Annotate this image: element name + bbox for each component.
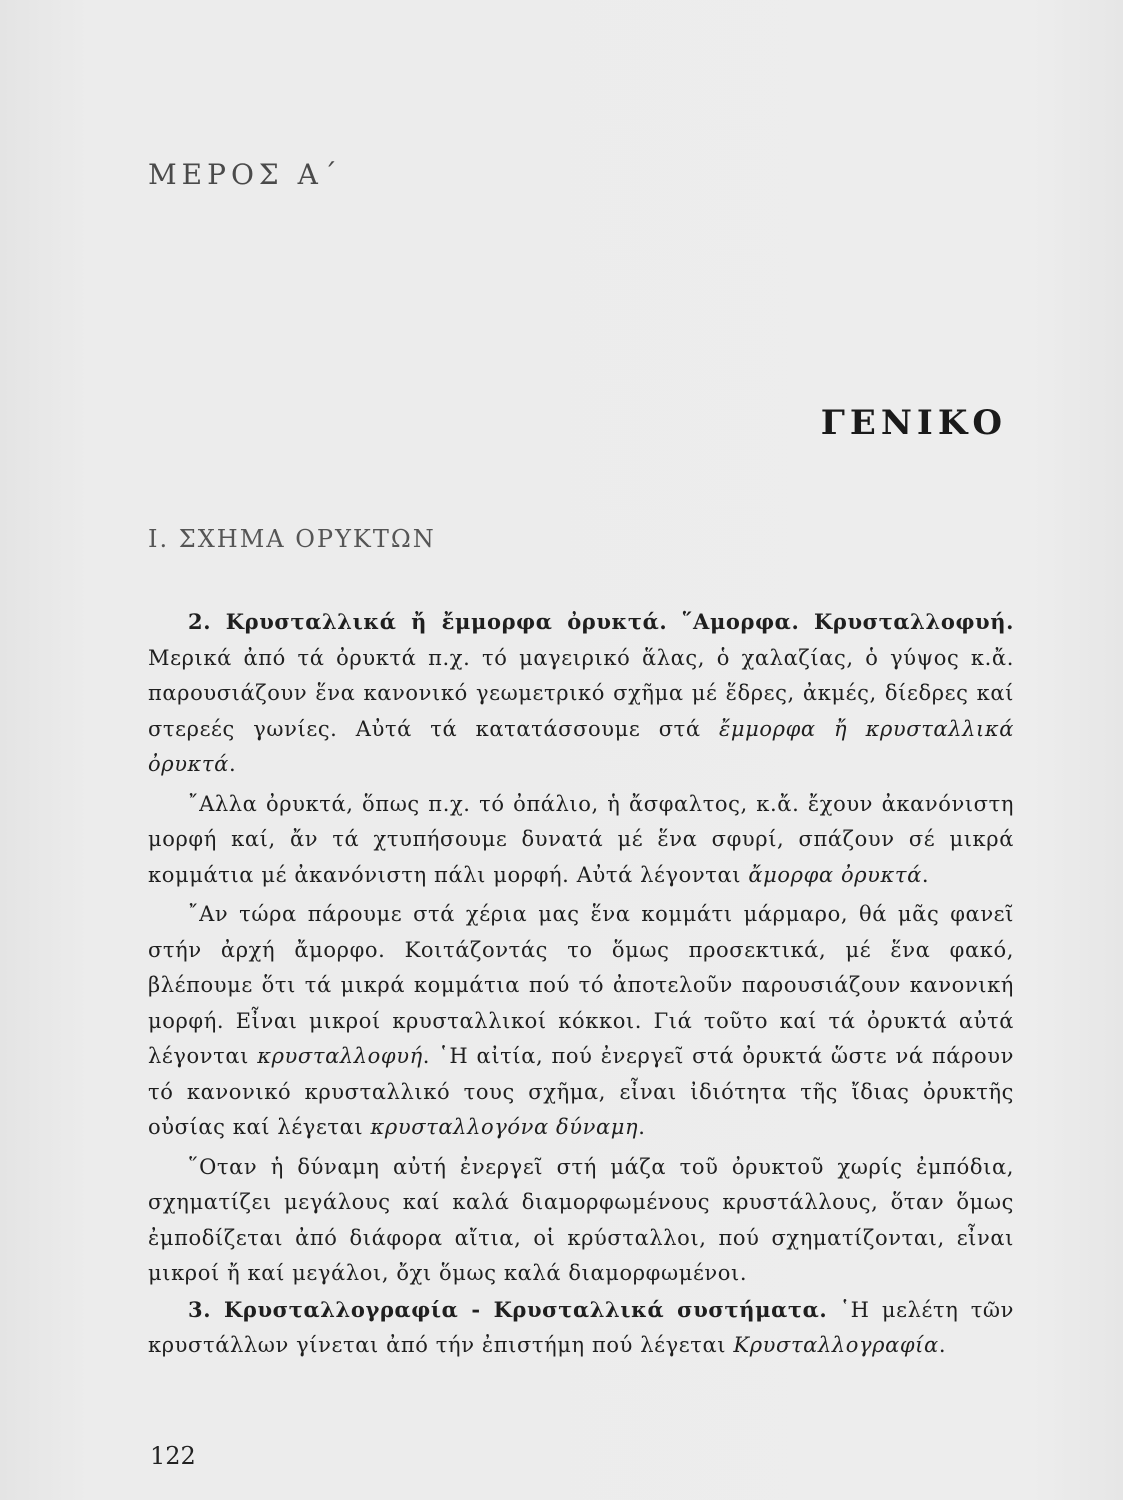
paragraph-text: ῎Αν τώρα πάρουμε στά χέρια μας ἕνα κομμάτι μάρμαρο, θά μᾶς φανεῖ στήν ἀρχή ἄμορφο. Κοιτάζοντάς το ὅμως προσεκτικά, μέ ἕνα φακό, βλέπουμε ὅτι τά μικρά κομμάτια πού τό ἀποτελοῦν παρουσιάζουν κανονική μορφή. Εἶναι μικροί κρυσταλλικοί κόκκοι. Γιά τοῦτο καί τά ὀρυκτά αὐτά λέγονται	[148, 902, 1014, 1068]
chapter-title: ΓΕΝΙΚΟ	[820, 403, 1007, 443]
paragraph-text: ῎Αλλα ὀρυκτά, ὅπως π.χ. τό ὀπάλιο, ἡ ἄσφαλτος, κ.ἄ. ἔχουν ἀκανόνιστη μορφή καί, ἄν τά χτυπήσουμε δυνατά μέ ἕνα σφυρί, σπάζουν σέ μικρά κομμάτια μέ ἀκανόνιστη πάλι μορφή. Αὐτά λέγονται	[148, 791, 1014, 887]
paragraph-text: . ῾Η αἰτία, πού ἐνεργεῖ στά ὀρυκτά ὥστε νά πάρουν τό κανονικό κρυσταλλικό τους σχῆμα, εἶναι ἰδιότητα τῆς ἴδιας ὀρυκτῆς οὐσίας καί λέγεται	[148, 1044, 1014, 1139]
paragraph-crystallography: 3. Κρυσταλλογραφία - Κρυσταλλικά συστήματα. ῾Η μελέτη τῶν κρυστάλλων γίνεται ἀπό τήν ἐπιστήμη πού λέγεται Κρυσταλλογραφία.	[148, 1296, 1015, 1357]
italic-term: ἔμμορφα ἤ κρυσταλλικά ὀρυκτά	[148, 716, 1014, 776]
italic-term: ἄμορφα ὀρυκτά	[748, 862, 922, 887]
italic-term: κρυσταλλοφυή	[257, 1044, 423, 1068]
italic-term: Κρυσταλλογραφία	[733, 1333, 939, 1357]
italic-term: κρυσταλλογόνα δύναμη	[370, 1115, 639, 1139]
body-text	[148, 604, 1014, 1364]
part-title: ΜΕΡΟΣ Α΄	[148, 158, 342, 191]
subsection-heading-3: 3. Κρυσταλλογραφία - Κρυσταλλικά συστήματα.	[188, 1296, 828, 1322]
paragraph-text: ῾Η μελέτη τῶν κρυστάλλων γίνεται ἀπό τήν ἐπιστήμη πού λέγεται	[148, 1297, 1015, 1357]
subsection-heading-2: 2. Κρυσταλλικά ἤ ἔμμορφα ὀρυκτά. ῞Αμορφα. Κρυσταλλοφυή.	[188, 609, 1014, 634]
paragraph-text: Μερικά ἀπό τά ὀρυκτά π.χ. τό μαγειρικό ἅλας, ὁ χαλαζίας, ὁ γύψος κ.ἄ. παρουσιάζουν ἕνα κανονικό γεωμετρικό σχῆμα μέ ἕδρες, ἀκμές, δίεδρες καί στερεές γωνίες. Αὐτά τά κατατάσσουμε στά	[148, 645, 1014, 741]
paragraph-amorphous-minerals: ῎Αλλα ὀρυκτά, ὅπως π.χ. τό ὀπάλιο, ἡ ἄσφαλτος, κ.ἄ. ἔχουν ἀκανόνιστη μορφή καί, ἄν τά χτυπήσουμε δυνατά μέ ἕνα σφυρί, σπάζουν σέ μικρά κομμάτια μέ ἀκανόνιστη πάλι μορφή. Αὐτά λέγονται ἄμορφα ὀρυκτά.	[148, 791, 1014, 887]
paragraph-crystalline-minerals: 2. Κρυσταλλικά ἤ ἔμμορφα ὀρυκτά. ῞Αμορφα. Κρυσταλλοφυή. Μερικά ἀπό τά ὀρυκτά π.χ. τό μαγειρικό ἅλας, ὁ χαλαζίας, ὁ γύψος κ.ἄ. παρουσιάζουν ἕνα κανονικό γεωμετρικό σχῆμα μέ ἕδρες, ἀκμές, δίεδρες καί στερεές γωνίες. Αὐτά τά κατατάσσουμε στά ἔμμορφα ἤ κρυσταλλικά ὀρυκτά.	[148, 609, 1014, 776]
paragraph-crystallophyric: ῎Αν τώρα πάρουμε στά χέρια μας ἕνα κομμάτι μάρμαρο, θά μᾶς φανεῖ στήν ἀρχή ἄμορφο. Κοιτάζοντάς το ὅμως προσεκτικά, μέ ἕνα φακό, βλέπουμε ὅτι τά μικρά κομμάτια πού τό ἀποτελοῦν παρουσιάζουν κανονική μορφή. Εἶναι μικροί κρυσταλλικοί κόκκοι. Γιά τοῦτο καί τά ὀρυκτά αὐτά λέγονται κρυσταλλοφυή. ῾Η αἰτία, πού ἐνεργεῖ στά ὀρυκτά ὥστε νά πάρουν τό κανονικό κρυσταλλικό τους σχῆμα, εἶναι ἰδιότητα τῆς ἴδιας ὀρυκτῆς οὐσίας καί λέγεται κρυσταλλογόνα δύναμη.	[148, 902, 1014, 1139]
paragraph-text: ῞Οταν ἡ δύναμη αὐτή ἐνεργεῖ στή μάζα τοῦ ὀρυκτοῦ χωρίς ἐμπόδια, σχηματίζει μεγάλους καί καλά διαμορφωμένους κρυστάλλους, ὅταν ὅμως ἐμποδίζεται ἀπό διάφορα αἴτια, οἱ κρύσταλλοι, πού σχηματίζονται, εἶναι μικροί ἤ καί μεγάλοι, ὄχι ὅμως καλά διαμορφωμένοι.	[148, 1154, 1014, 1285]
section-heading: Ι. ΣΧΗΜΑ ΟΡΥΚΤΩΝ	[148, 525, 436, 553]
paragraph-crystal-formation	[148, 1150, 1014, 1292]
page-number: 122	[150, 1442, 196, 1470]
